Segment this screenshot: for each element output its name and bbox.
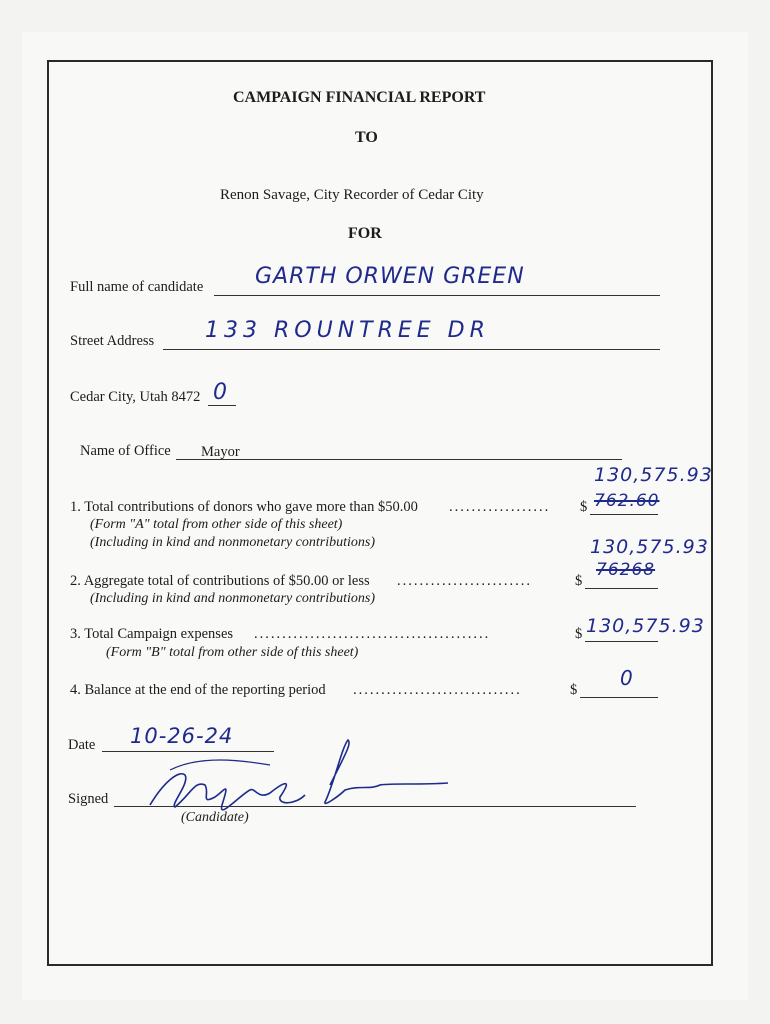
item3-line	[585, 641, 658, 642]
item3-currency: $	[575, 626, 583, 642]
item4-label: 4. Balance at the end of the reporting period	[70, 682, 326, 698]
zip-digit: 0	[213, 380, 228, 405]
city-label: Cedar City, Utah 8472	[70, 389, 201, 405]
street-label: Street Address	[70, 333, 155, 349]
item2-note-in-kind: (Including in kind and nonmonetary contributions)	[90, 591, 376, 606]
form-title: CAMPAIGN FINANCIAL REPORT	[233, 89, 486, 106]
date-label: Date	[68, 737, 96, 753]
candidate-caption: (Candidate)	[181, 810, 249, 825]
office-value: Mayor	[201, 444, 240, 460]
candidate-signature	[130, 735, 460, 825]
item1-amount-old: 762.60	[594, 491, 660, 511]
item3-note-form-b: (Form "B" total from other side of this sheet)	[106, 645, 359, 660]
item1-amount-new: 130,575.93	[594, 464, 713, 486]
full-name-label: Full name of candidate	[70, 279, 204, 295]
item2-amount-old: 76268	[596, 560, 656, 580]
signed-label: Signed	[68, 791, 109, 807]
full-name-value: GARTH ORWEN GREEN	[255, 264, 525, 289]
item3-label: 3. Total Campaign expenses	[70, 626, 234, 642]
full-name-line	[214, 295, 660, 296]
item4-currency: $	[570, 682, 578, 698]
item1-label: 1. Total contributions of donors who gave more than $50.00	[70, 499, 418, 515]
item2-leader: ........................	[397, 573, 532, 589]
street-value: 133 ROUNTREE DR	[205, 318, 490, 343]
item4-amount: 0	[620, 666, 634, 690]
item1-note-form-a: (Form "A" total from other side of this sheet)	[90, 517, 343, 532]
item4-line	[580, 697, 658, 698]
item3-leader: ..........................................	[254, 626, 491, 642]
item2-line	[585, 588, 658, 589]
item1-note-in-kind: (Including in kind and nonmonetary contributions)	[90, 535, 376, 550]
item3-amount: 130,575.93	[586, 615, 705, 637]
item2-amount-new: 130,575.93	[590, 536, 709, 558]
zip-line	[208, 405, 236, 406]
item4-leader: ..............................	[353, 682, 522, 698]
for-label: FOR	[348, 225, 382, 242]
street-line	[163, 349, 660, 350]
item2-currency: $	[575, 573, 583, 589]
item1-currency: $	[580, 499, 588, 515]
office-line	[176, 459, 622, 460]
item2-label: 2. Aggregate total of contributions of $50.00 or less	[70, 573, 370, 589]
item1-line	[590, 514, 658, 515]
recipient-text: Renon Savage, City Recorder of Cedar City	[220, 187, 484, 203]
item1-leader: ..................	[449, 499, 551, 515]
office-label: Name of Office	[80, 443, 171, 459]
to-label: TO	[355, 129, 378, 146]
date-value: 10-26-24	[130, 724, 234, 748]
